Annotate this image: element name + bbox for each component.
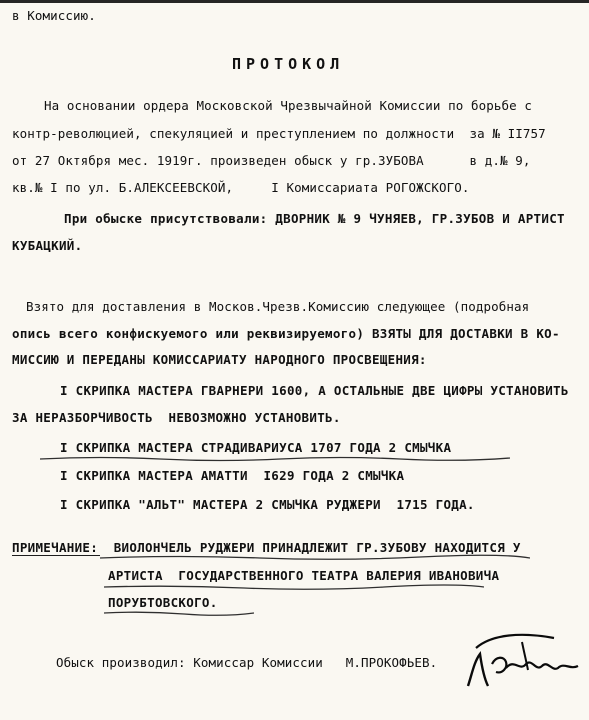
item-line: I СКРИПКА МАСТЕРА ГВАРНЕРИ 1600, А ОСТАЛЬНЫЕ ДВЕ ЦИФРЫ УСТАНОВИТЬ bbox=[60, 383, 569, 398]
hand-underline bbox=[40, 455, 510, 463]
note-line: ПОРУБТОВСКОГО. bbox=[108, 595, 218, 610]
body-line: от 27 Октября мес. 1919г. произведен обыск у гр.ЗУБОВА в д.№ 9, bbox=[12, 153, 531, 168]
item-line: I СКРИПКА "АЛЬТ" МАСТЕРА 2 СМЫЧКА РУДЖЕРИ 1715 ГОДА. bbox=[60, 497, 475, 512]
body-line: Взято для доставления в Москов.Чрезв.Комиссию следующее (подробная bbox=[26, 299, 530, 314]
body-line: КУБАЦКИЙ. bbox=[12, 238, 83, 253]
handwritten-signature bbox=[462, 628, 584, 694]
hand-underline bbox=[104, 609, 254, 617]
document-title: ПРОТОКОЛ bbox=[232, 55, 345, 73]
note-line: АРТИСТА ГОСУДАРСТВЕННОГО ТЕАТРА ВАЛЕРИЯ ИВАНОВИЧА bbox=[108, 568, 500, 583]
body-line: На основании ордера Московской Чрезвычайной Комиссии по борьбе с bbox=[44, 98, 533, 113]
body-line: опись всего конфискуемого или реквизируемого) ВЗЯТЫ ДЛЯ ДОСТАВКИ В КО- bbox=[12, 326, 560, 341]
scan-edge-shadow bbox=[0, 0, 589, 3]
hand-underline bbox=[12, 555, 100, 556]
body-line: МИССИЮ И ПЕРЕДАНЫ КОМИССАРИАТУ НАРОДНОГО ПРОСВЕЩЕНИЯ: bbox=[12, 352, 427, 367]
header-note: в Комиссию. bbox=[12, 8, 96, 23]
signature-line: Обыск производил: Комиссар Комиссии М.ПРОКОФЬЕВ. bbox=[56, 655, 438, 670]
item-line: ЗА НЕРАЗБОРЧИВОСТЬ НЕВОЗМОЖНО УСТАНОВИТЬ. bbox=[12, 410, 341, 425]
note-line: ПРИМЕЧАНИЕ: ВИОЛОНЧЕЛЬ РУДЖЕРИ ПРИНАДЛЕЖИТ ГР.ЗУБОВУ НАХОДИТСЯ У bbox=[12, 540, 521, 555]
body-line: кв.№ I по ул. Б.АЛЕКСЕЕВСКОЙ, I Комиссариата РОГОЖСКОГО. bbox=[12, 180, 470, 195]
hand-underline bbox=[104, 583, 484, 591]
body-line: При обыске присутствовали: ДВОРНИК № 9 ЧУНЯЕВ, ГР.ЗУБОВ И АРТИСТ bbox=[64, 211, 565, 226]
item-line: I СКРИПКА МАСТЕРА АМАТТИ I629 ГОДА 2 СМЫЧКА bbox=[60, 468, 405, 483]
hand-underline bbox=[100, 553, 530, 561]
item-line: I СКРИПКА МАСТЕРА СТРАДИВАРИУСА 1707 ГОДА 2 СМЫЧКА bbox=[60, 440, 452, 455]
body-line: контр-революцией, спекуляцией и преступлением по должности за № II757 bbox=[12, 126, 546, 141]
